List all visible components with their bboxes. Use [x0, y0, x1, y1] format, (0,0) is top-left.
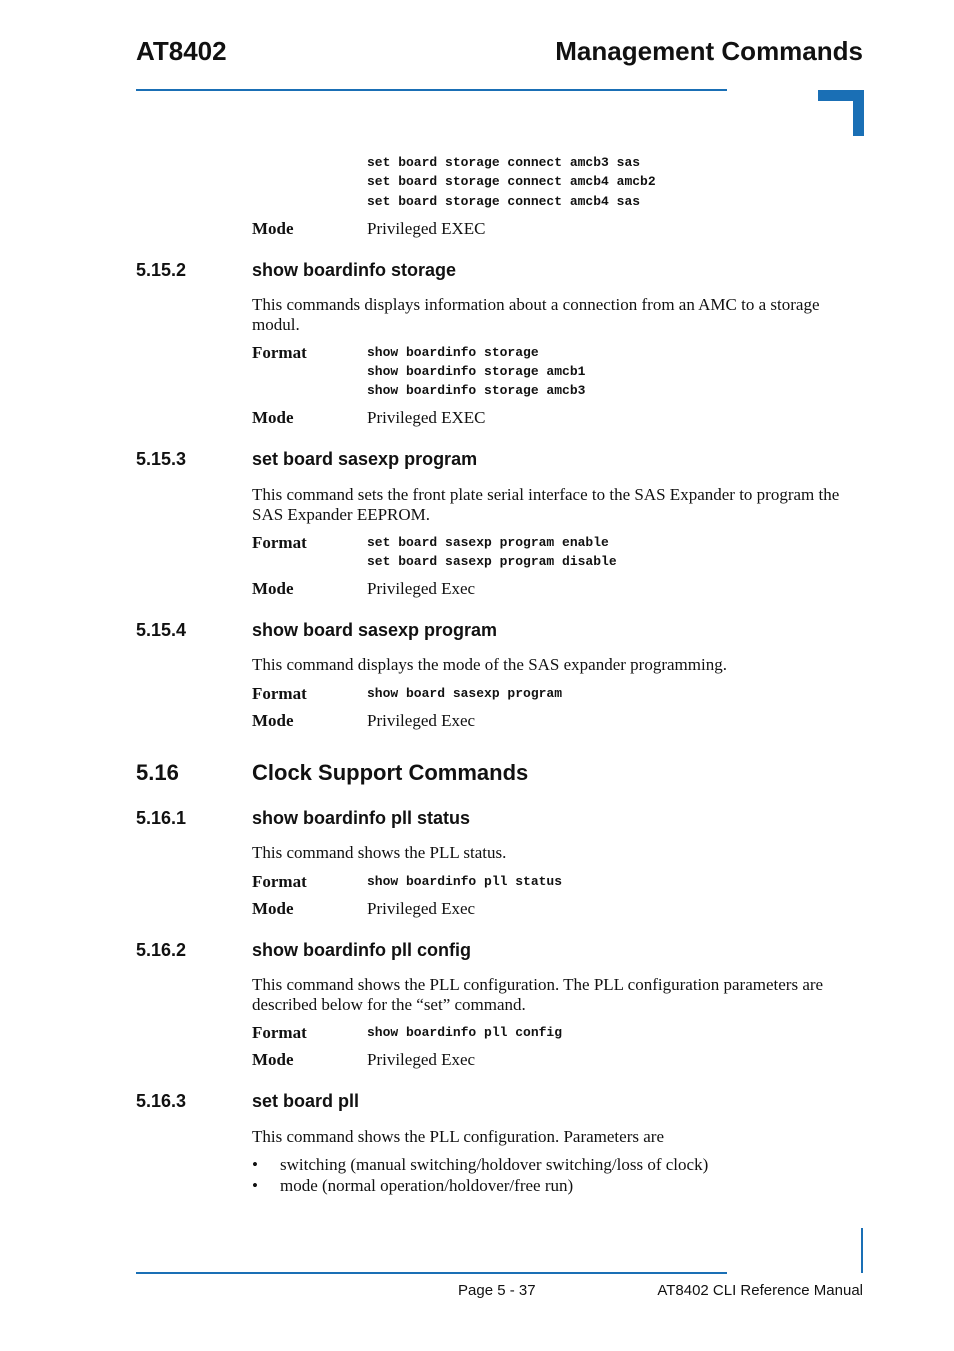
- section-description: This command shows the PLL status.: [252, 843, 507, 862]
- bullet-icon: •: [252, 1176, 258, 1195]
- section-number: 5.16.2: [136, 940, 187, 960]
- mode-value: Privileged EXEC: [367, 408, 486, 427]
- section-description: This command shows the PLL configuration. Parameters are: [252, 1127, 664, 1146]
- section-title: show boardinfo storage: [252, 260, 457, 280]
- section-title: show boardinfo pll config: [252, 940, 471, 960]
- code-line: set board storage connect amcb4 amcb2: [367, 174, 656, 189]
- mode-label: Mode: [252, 711, 294, 730]
- footer-page-number: Page 5 - 37: [458, 1282, 536, 1299]
- code-line: show boardinfo storage amcb3: [367, 383, 586, 398]
- mode-value: Privileged Exec: [367, 1050, 476, 1069]
- header-product: AT8402: [136, 36, 227, 66]
- chapter-section-number: 5.16: [136, 760, 179, 785]
- code-line: show boardinfo storage amcb1: [367, 364, 586, 379]
- code-line: set board sasexp program enable: [367, 535, 609, 550]
- header-rule: [136, 89, 727, 91]
- format-label: Format: [252, 872, 307, 891]
- section-number: 5.15.4: [136, 620, 187, 640]
- mode-label: Mode: [252, 579, 294, 598]
- format-label: Format: [252, 533, 307, 552]
- section-title: set board pll: [252, 1091, 360, 1111]
- section-number: 5.16.1: [136, 808, 187, 828]
- footer-bracket-icon: [861, 1228, 863, 1273]
- section-description: This command sets the front plate serial interface to the SAS Expander to program the SAS Expander EEPROM.: [252, 485, 840, 524]
- code-line: show boardinfo storage: [367, 345, 539, 360]
- mode-value: Privileged Exec: [367, 579, 476, 598]
- header-chapter: Management Commands: [555, 36, 863, 66]
- code-line: show board sasexp program: [367, 686, 563, 701]
- mode-value: Privileged Exec: [367, 711, 476, 730]
- corner-bracket-icon: [818, 90, 864, 136]
- format-label: Format: [252, 343, 307, 362]
- footer-manual-title: AT8402 CLI Reference Manual: [657, 1282, 863, 1299]
- mode-label: Mode: [252, 408, 294, 427]
- code-line: set board storage connect amcb3 sas: [367, 155, 641, 170]
- format-label: Format: [252, 1023, 307, 1042]
- format-label: Format: [252, 684, 307, 703]
- section-description: This command shows the PLL configuration. The PLL configuration parameters are described below for the “set” command.: [252, 975, 824, 1014]
- chapter-section-title: Clock Support Commands: [252, 760, 529, 785]
- mode-value: Privileged Exec: [367, 899, 476, 918]
- bullet-item: switching (manual switching/holdover switching/loss of clock): [280, 1155, 709, 1174]
- section-title: show board sasexp program: [252, 620, 498, 640]
- mode-label: Mode: [252, 219, 294, 238]
- section-title: show boardinfo pll status: [252, 808, 471, 828]
- mode-label: Mode: [252, 1050, 294, 1069]
- section-number: 5.16.3: [136, 1091, 187, 1111]
- code-line: set board sasexp program disable: [367, 554, 617, 569]
- mode-label: Mode: [252, 899, 294, 918]
- section-description: This command displays the mode of the SAS expander programming.: [252, 655, 727, 674]
- bullet-icon: •: [252, 1155, 258, 1174]
- code-line: show boardinfo pll config: [367, 1025, 563, 1040]
- bullet-item: mode (normal operation/holdover/free run): [280, 1176, 574, 1195]
- code-line: show boardinfo pll status: [367, 874, 563, 889]
- footer-rule: [136, 1272, 727, 1274]
- section-description: This commands displays information about a connection from an AMC to a storage modul.: [252, 295, 820, 334]
- code-line: set board storage connect amcb4 sas: [367, 194, 641, 209]
- section-title: set board sasexp program: [252, 449, 478, 469]
- section-number: 5.15.2: [136, 260, 187, 280]
- mode-value: Privileged EXEC: [367, 219, 486, 238]
- section-number: 5.15.3: [136, 449, 187, 469]
